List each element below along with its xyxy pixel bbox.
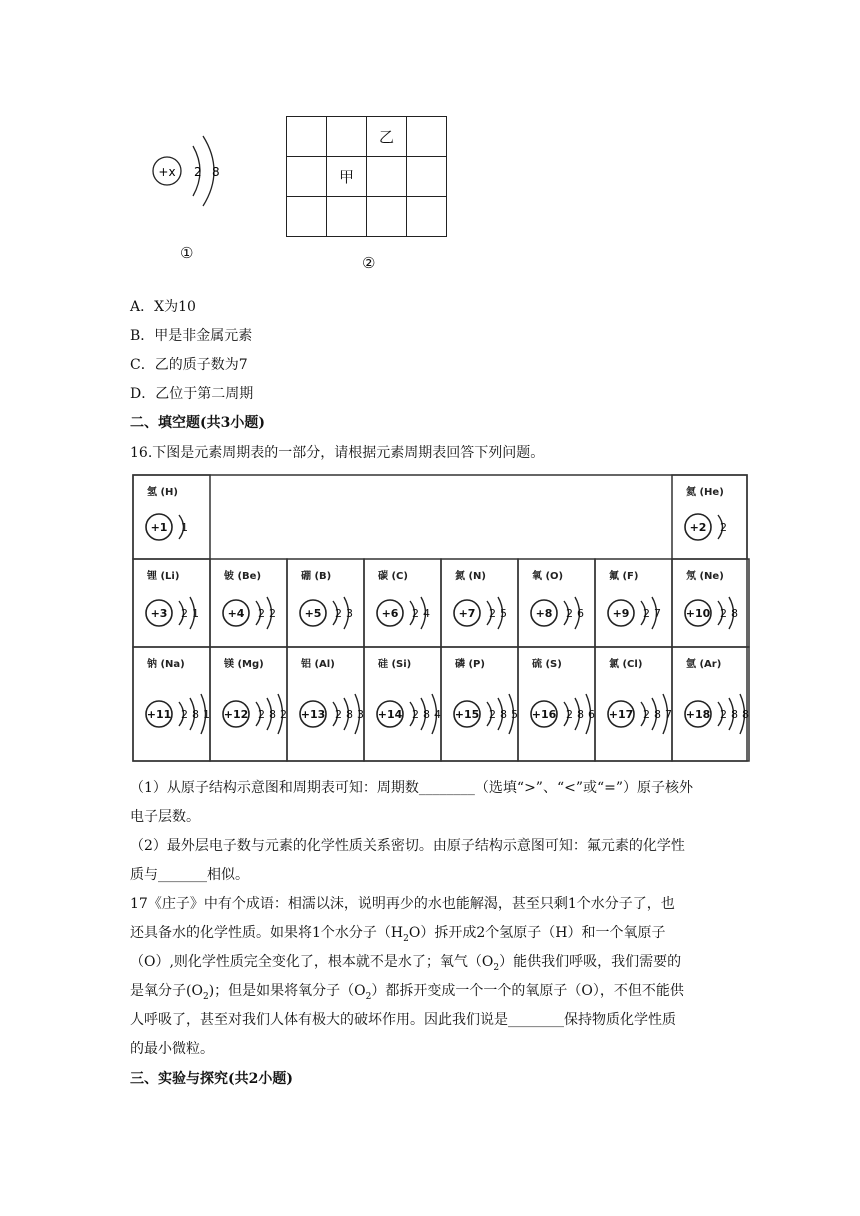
question-17-line-2: 还具备水的化学性质。如果将1个水分子$(H_2O)$拆开成2个氢原子（H）和一个氧原子: [130, 925, 666, 944]
nucleus-charge-label: +16: [531, 708, 557, 721]
nucleus-label: +x: [158, 165, 176, 179]
nucleus-charge-label: +13: [300, 708, 326, 721]
question-16-part-1-line-2: 电子层数。: [130, 809, 200, 825]
electron-count-label: 2: [412, 708, 419, 721]
element-name-label: 氮 (N): [455, 571, 486, 582]
element-name-label: 镁 (Mg): [224, 659, 264, 670]
figure-1-label: ①: [180, 244, 194, 262]
electron-count-label: 1: [192, 607, 199, 620]
electron-count-label: 2: [489, 708, 496, 721]
electron-count-label: 3: [346, 607, 353, 620]
grid-cell: [327, 117, 367, 157]
nucleus-charge-label: +15: [454, 708, 480, 721]
question-16-part-1-line-1: （1）从原子结构示意图和周期表可知：周期数________（选填“>”、“<”或“=”）原子核外: [130, 780, 694, 796]
electron-count-label: 8: [731, 708, 738, 721]
section-3-heading: 三、实验与探究(共2小题): [130, 1071, 293, 1087]
figure-2-label: ②: [362, 254, 376, 272]
grid-cell: [287, 197, 327, 237]
nucleus-charge-label: +2: [689, 521, 707, 534]
electron-count-label: 8: [423, 708, 430, 721]
element-name-label: 锂 (Li): [147, 571, 180, 582]
element-name-label: 氖 (Ne): [686, 571, 724, 582]
electron-count-label: 8: [500, 708, 507, 721]
grid-cell: [407, 157, 447, 197]
question-16-intro: 16.下图是元素周期表的一部分，请根据元素周期表回答下列问题。: [130, 445, 545, 461]
element-name-label: 钠 (Na): [147, 659, 185, 670]
nucleus-charge-label: +14: [377, 708, 403, 721]
grid-cell: [407, 197, 447, 237]
grid-cell: [287, 117, 327, 157]
electron-count-label: 8: [654, 708, 661, 721]
question-17-line-6: 的最小微粒。: [130, 1041, 214, 1057]
nucleus-charge-label: +8: [535, 607, 553, 620]
electron-count-label: 2: [269, 607, 276, 620]
atom-structure-diagram: [135, 126, 255, 236]
element-name-label: 铍 (Be): [224, 571, 262, 582]
electron-count-label: 2: [258, 708, 265, 721]
electron-count-label: 2: [412, 607, 419, 620]
nucleus-charge-label: +3: [150, 607, 168, 620]
question-16-part-2-line-1: （2）最外层电子数与元素的化学性质关系密切。由原子结构示意图可知：氟元素的化学性: [130, 838, 685, 854]
nucleus-charge-label: +1: [150, 521, 168, 534]
nucleus-charge-label: +5: [304, 607, 322, 620]
element-name-label: 氧 (O): [532, 571, 564, 582]
electron-count-label: 2: [643, 708, 650, 721]
electron-count-label: 7: [654, 607, 661, 620]
element-name-label: 氟 (F): [609, 571, 639, 582]
nucleus-charge-label: +10: [685, 607, 711, 620]
grid-cell: [367, 157, 407, 197]
electron-count-label: 3: [357, 708, 364, 721]
element-name-label: 磷 (P): [455, 659, 485, 670]
grid-cell: [367, 197, 407, 237]
electron-count-label: 2: [280, 708, 287, 721]
element-name-label: 氢 (H): [147, 487, 178, 498]
grid-cell: 甲: [327, 157, 367, 197]
electron-count-label: 2: [720, 708, 727, 721]
question-17-line-3: （O）,则化学性质完全变化了，根本就不是水了；氧气$(O_2)$能供我们呼吸，我们需要的: [130, 954, 682, 973]
grid-cell: [287, 157, 327, 197]
nucleus-charge-label: +11: [146, 708, 172, 721]
electron-count-label: 2: [181, 708, 188, 721]
grid-cell: 乙: [367, 117, 407, 157]
electron-count-label: 2: [566, 708, 573, 721]
element-name-label: 硫 (S): [532, 659, 562, 670]
nucleus-charge-label: +17: [608, 708, 634, 721]
option-c: C．乙的质子数为7: [130, 357, 248, 373]
electron-count-label: 1: [203, 708, 210, 721]
periodic-table-figure: [132, 474, 748, 762]
element-name-label: 氯 (Cl): [609, 659, 643, 670]
question-16-part-2-line-2: 质与_______相似。: [130, 867, 249, 883]
nucleus-charge-label: +9: [612, 607, 630, 620]
shell-electron-count: 8: [212, 165, 220, 179]
nucleus-charge-label: +18: [685, 708, 711, 721]
electron-count-label: 2: [335, 708, 342, 721]
electron-count-label: 4: [423, 607, 430, 620]
option-a: A．X为10: [130, 299, 196, 315]
option-d: D．乙位于第二周期: [130, 386, 254, 402]
electron-count-label: 1: [181, 521, 188, 534]
electron-count-label: 2: [566, 607, 573, 620]
electron-count-label: 2: [258, 607, 265, 620]
electron-count-label: 2: [181, 607, 188, 620]
electron-count-label: 6: [577, 607, 584, 620]
option-b: B．甲是非金属元素: [130, 328, 253, 344]
element-name-label: 碳 (C): [378, 571, 408, 582]
electron-count-label: 7: [665, 708, 672, 721]
electron-count-label: 8: [731, 607, 738, 620]
element-name-label: 铝 (Al): [301, 659, 335, 670]
electron-count-label: 2: [643, 607, 650, 620]
section-2-heading: 二、填空题(共3小题): [130, 415, 265, 431]
electron-count-label: 8: [742, 708, 749, 721]
element-name-label: 氩 (Ar): [686, 659, 722, 670]
nucleus-charge-label: +12: [223, 708, 249, 721]
electron-count-label: 5: [500, 607, 507, 620]
element-name-label: 氦 (He): [686, 487, 724, 498]
element-name-label: 硼 (B): [301, 571, 332, 582]
electron-count-label: 2: [335, 607, 342, 620]
question-17-line-5: 人呼吸了，甚至对我们人体有极大的破坏作用。因此我们说是________保持物质化学性质: [130, 1012, 676, 1028]
grid-cell: [327, 197, 367, 237]
shell-electron-count: 2: [194, 165, 202, 179]
question-17-line-4: 是氧分子$(O_2)$；但是如果将氧分子$(O_2)$都拆开变成一个一个的氧原子（O），不但不能供: [130, 983, 684, 1002]
electron-count-label: 2: [720, 521, 727, 534]
question-17-line-1: 17《庄子》中有个成语：相濡以沫，说明再少的水也能解渴，甚至只剩1个水分子了，也: [130, 896, 675, 912]
electron-count-label: 4: [434, 708, 441, 721]
electron-count-label: 2: [489, 607, 496, 620]
electron-count-label: 8: [192, 708, 199, 721]
electron-count-label: 8: [346, 708, 353, 721]
grid-cell: [407, 117, 447, 157]
electron-count-label: 6: [588, 708, 595, 721]
nucleus-charge-label: +7: [458, 607, 476, 620]
element-position-grid: [286, 116, 447, 237]
element-name-label: 硅 (Si): [378, 659, 412, 670]
electron-count-label: 2: [720, 607, 727, 620]
electron-count-label: 8: [269, 708, 276, 721]
nucleus-charge-label: +4: [227, 607, 245, 620]
electron-count-label: 8: [577, 708, 584, 721]
nucleus-charge-label: +6: [381, 607, 399, 620]
electron-count-label: 5: [511, 708, 518, 721]
